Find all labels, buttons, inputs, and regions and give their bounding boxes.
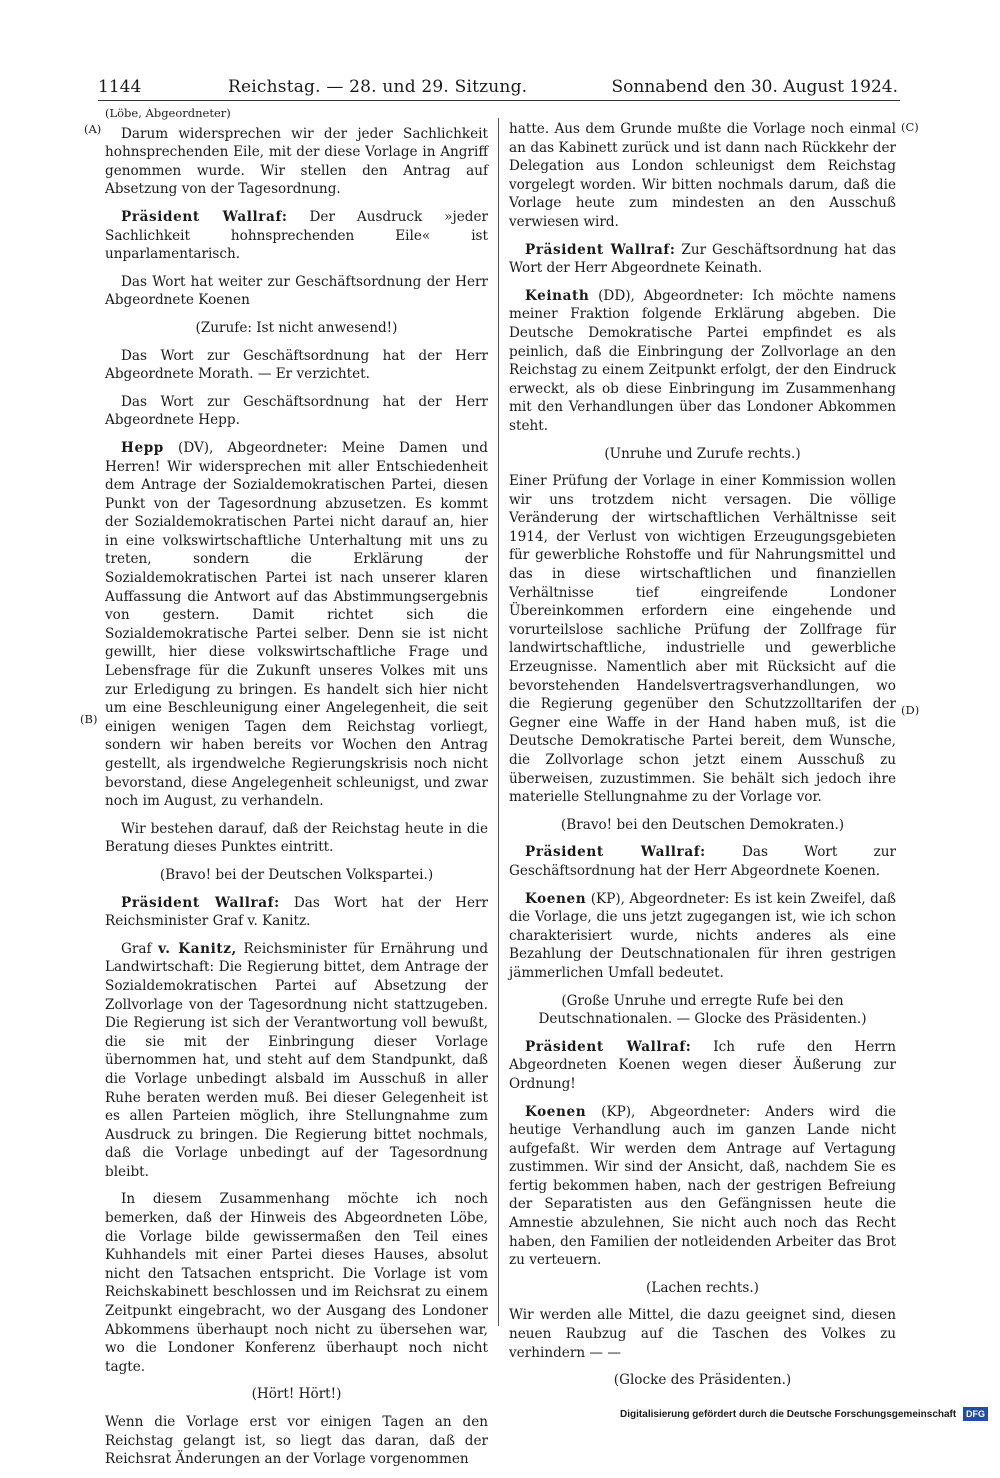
paragraph: Das Wort zur Geschäftsordnung hat der Herr Abgeordnete Hepp. [105, 393, 488, 429]
speech-text: Reichsminister für Ernährung und Landwirtschaft: Die Regierung bittet, dem Antrage der Sozialdemokratischen Partei auf Absetzung der Zollvorlage von der Tagesordnung nicht stattzugeben. Die Regierung ist sich der Verantwortung voll bewußt, die sie mit der Einbringung dieser Vorlage übernommen hat, und steht auf dem Standpunkt, daß die Vorlage unbedingt alsbald im Ausschuß in aller Ruhe beraten werden muß. Bei dieser Gelegenheit ist es allen Parteien möglich, ihre Stellungnahme zum Ausdruck zu bringen. Die Regierung bittet nochmals, daß die Vorlage unbedingt auf der Tagesordnung bleibt. [105, 940, 489, 1180]
margin-marker-d: (D) [901, 703, 920, 717]
speaker-name: Präsident Wallraf: [121, 894, 280, 911]
speaker-name: Präsident Wallraf: [525, 844, 706, 861]
header-date: Sonnabend den 30. August 1924. [611, 77, 898, 97]
interjection: (Glocke des Präsidenten.) [613, 1372, 792, 1389]
paragraph [509, 843, 896, 880]
speaker-name: v. Kanitz, [158, 940, 237, 957]
interjection: (Bravo! bei der Deutschen Volkspartei.) [159, 866, 434, 883]
interjection: (Unruhe und Zurufe rechts.) [604, 445, 801, 462]
paragraph: Darum widersprechen wir der jeder Sachlichkeit hohnsprechenden Eile, mit der diese Vorlage in Angriff genommen wurde. Wir stellen den Antrag auf Absetzung von der Tagesordnung. [105, 125, 488, 198]
paragraph: Das Wort hat weiter zur Geschäftsordnung der Herr Abgeordnete Koenen [105, 273, 488, 309]
speech-text: (DD), Abgeordneter: Ich möchte namens meiner Fraktion folgende Erklärung abgeben. Die Deutsche Demokratische Partei empfindet es als peinlich, daß die Einbringung der Zollvorlage an den Reichstag zu einem Zeitpunkt erfolgt, der den Eindruck erweckt, als ob diese Einbringung im Zusammenhang mit den Verhandlungen über das Londoner Abkommen steht. [509, 287, 896, 434]
footer-credit [598, 1404, 988, 1426]
column-separator [498, 118, 499, 1326]
running-speaker-label: (Löbe, Abgeordneter) [105, 106, 231, 120]
paragraph [105, 940, 488, 1182]
speech-text: Das Wort hat der Herr Reichsminister Graf v. Kanitz. [105, 894, 488, 930]
speech-text: Ich rufe den Herrn Abgeordneten Koenen wegen dieser Äußerung zur Ordnung! [509, 1038, 897, 1092]
speech-text: Der Ausdruck »jeder Sachlichkeit hohnsprechenden Eile« ist unparlamentarisch. [105, 208, 489, 263]
page-number: 1144 [98, 77, 142, 97]
paragraph: Wir werden alle Mittel, die dazu geeignet sind, diesen neuen Raubzug auf die Taschen des Volkes zu verhindern — — [509, 1307, 896, 1361]
margin-marker-a: (A) [84, 122, 102, 136]
speaker-name: Koenen [525, 890, 587, 907]
paragraph: Wir bestehen darauf, daß der Reichstag heute in die Beratung dieses Punktes eintritt. [105, 820, 488, 856]
speech-text: (KP), Abgeordneter: Anders wird die heutige Verhandlung auch im ganzen Lande nicht aufgefaßt. Wir werden dem Antrage auf Vertagung zustimmen. Wir sind der Ansicht, daß, nachdem Sie es fertig bekommen haben, nach der gestrigen Befreiung der Separatisten aus den Gefängnissen heute die Amnestie abzulehnen, Sie nicht auch noch das Recht haben, den Familien der notleidenden Arbeiter das Brot zu verteuern. [509, 1103, 896, 1269]
speaker-name: Präsident Wallraf: [525, 241, 676, 258]
speech-text: (DV), Abgeordneter: Meine Damen und Herren! Wir widersprechen mit aller Entschiedenheit dem Antrage der Sozialdemokratischen Partei, diesen Punkt von der Tagesordnung abzusetzen. Es kommt der Sozialdemokratischen Partei nicht darauf an, hier in eine volkswirtschaftliche Unterhaltung mit uns zu treten, sondern die Erklärung der Sozialdemokratischen Partei ist nach unserer klaren Auffassung die Antwort auf das Abstimmungsergebnis von gestern. Damit richtet sich die Sozialdemokratische Partei selber. Denn sie ist nicht gewillt, hier diese volkswirtschaftliche Frage und Lebensfrage für die Zukunft unseres Volkes mit uns zur Erledigung zu bringen. Es handelt sich hier nicht um eine Beschleunigung einer Angelegenheit, die seit einigen wenigen Tagen dem Reichstag vorliegt, sondern wir haben bereits vor Wochen den Antrag gestellt, als irgendwelche Regierungskrisis noch nicht bevorstand, diese Angelegenheit schleunigst, und zwar noch im August, zu verhandeln. [105, 439, 488, 810]
speaker-name: Koenen [525, 1103, 587, 1120]
dfg-logo: DFG [963, 1407, 988, 1421]
right-column [509, 120, 896, 1399]
speaker-name: Hepp [121, 439, 164, 456]
speech-text: (KP), Abgeordneter: Es ist kein Zweifel, daß die Vorlage, die uns jetzt zugegangen ist, wie ich schon charakterisiert wurde, nichts anderes als eine Bezahlung der Deutschnationalen für ihren gestrigen jämmerlichen Umfall bedeutet. [509, 890, 896, 981]
paragraph [509, 287, 896, 436]
interjection: (Hört! Hört!) [251, 1386, 342, 1403]
paragraph: Das Wort zur Geschäftsordnung hat der Herr Abgeordnete Morath. — Er verzichtet. [105, 347, 488, 383]
speech-text: Das Wort zur Geschäftsordnung hat der Herr Abgeordnete Koenen. [509, 844, 896, 879]
paragraph [105, 439, 488, 811]
paragraph: In diesem Zusammenhang möchte ich noch bemerken, daß der Hinweis des Abgeordneten Löbe, die Vorlage bilde gewissermaßen den Teil eines Kuhhandels mit einer Partei dieses Hauses, absolut nicht den Tatsachen entspricht. Die Vorlage ist vom Reichskabinett beschlossen und im Reichsrat zu einem Zeitpunkt eingebracht, wo der Ausgang des Londoner Abkommens überhaupt noch nicht zu übersehen war, wo die Londoner Konferenz überhaupt noch nicht tagte. [105, 1191, 488, 1375]
interjection: (Lachen rechts.) [646, 1279, 759, 1296]
header-title: Reichstag. — 28. und 29. Sitzung. [228, 77, 528, 97]
page-header [98, 74, 898, 100]
paragraph [105, 894, 488, 931]
interjection: (Große Unruhe und erregte Rufe bei den Deutschnationalen. — Glocke des Präsidenten.) [538, 992, 867, 1028]
interjection: (Bravo! bei den Deutschen Demokraten.) [560, 816, 845, 833]
speaker-prefix: Graf [121, 940, 152, 957]
left-column [105, 104, 488, 1478]
paragraph [105, 208, 488, 264]
paragraph: hatte. Aus dem Grunde mußte die Vorlage noch einmal an das Kabinett zurück und ist dann nach Rückkehr der Delegation aus London schleunigst dem Reichstag vorgelegt worden. Wir bitten nochmals darum, daß die Vorlage heute zum mindesten an den Ausschuß verwiesen wird. [509, 121, 896, 230]
paragraph [509, 890, 896, 983]
paragraph: Wenn die Vorlage erst vor einigen Tagen an den Reichstag gelangt ist, so liegt das daran, daß der Reichsrat Änderungen an der Vorlage vorgenommen [105, 1414, 488, 1468]
speech-text: Zur Geschäftsordnung hat das Wort der Herr Abgeordnete Keinath. [509, 241, 896, 277]
speaker-name: Präsident Wallraf: [525, 1038, 692, 1055]
margin-marker-c: (C) [901, 120, 919, 134]
speaker-name: Präsident Wallraf: [121, 208, 288, 225]
paragraph [509, 241, 896, 278]
paragraph [509, 1038, 896, 1094]
paragraph: Einer Prüfung der Vorlage in einer Kommission wollen wir uns trotzdem nicht versagen. Die völlige Veränderung der wirtschaftlichen Verhältnisse seit 1914, der Verlust von wichtigen Erzeugungsgebieten für gewerbliche Rohstoffe und für Nahrungsmittel und das in diese wirtschaftlichen und finanziellen Verhältnisse tief eingreifende Londoner Übereinkommen erfordern eine eingehende und vorurteilslose sachliche Prüfung der Zollfrage für landwirtschaftliche, industrielle und gewerbliche Erzeugnisse. Namentlich aber mit Rücksicht auf die bevorstehenden Handelsvertragsverhandlungen, wo die Regierung gegenüber den Schutzzolltarifen der Gegner eine Waffe in der Hand haben muß, ist die Deutsche Demokratische Partei bereit, dem Wunsche, die Zollvorlage schon jetzt einem Ausschuß zu überweisen, zuzustimmen. Sie behält sich jedoch ihre materielle Stellungnahme zu der Vorlage vor. [509, 473, 896, 806]
paragraph [509, 1103, 896, 1270]
interjection: (Zurufe: Ist nicht anwesend!) [195, 319, 398, 336]
speaker-name: Keinath [525, 287, 590, 304]
footer-text: Digitalisierung gefördert durch die Deutsche Forschungsgemeinschaft [620, 1409, 957, 1420]
header-rule [98, 100, 900, 101]
margin-marker-b: (B) [80, 712, 98, 726]
